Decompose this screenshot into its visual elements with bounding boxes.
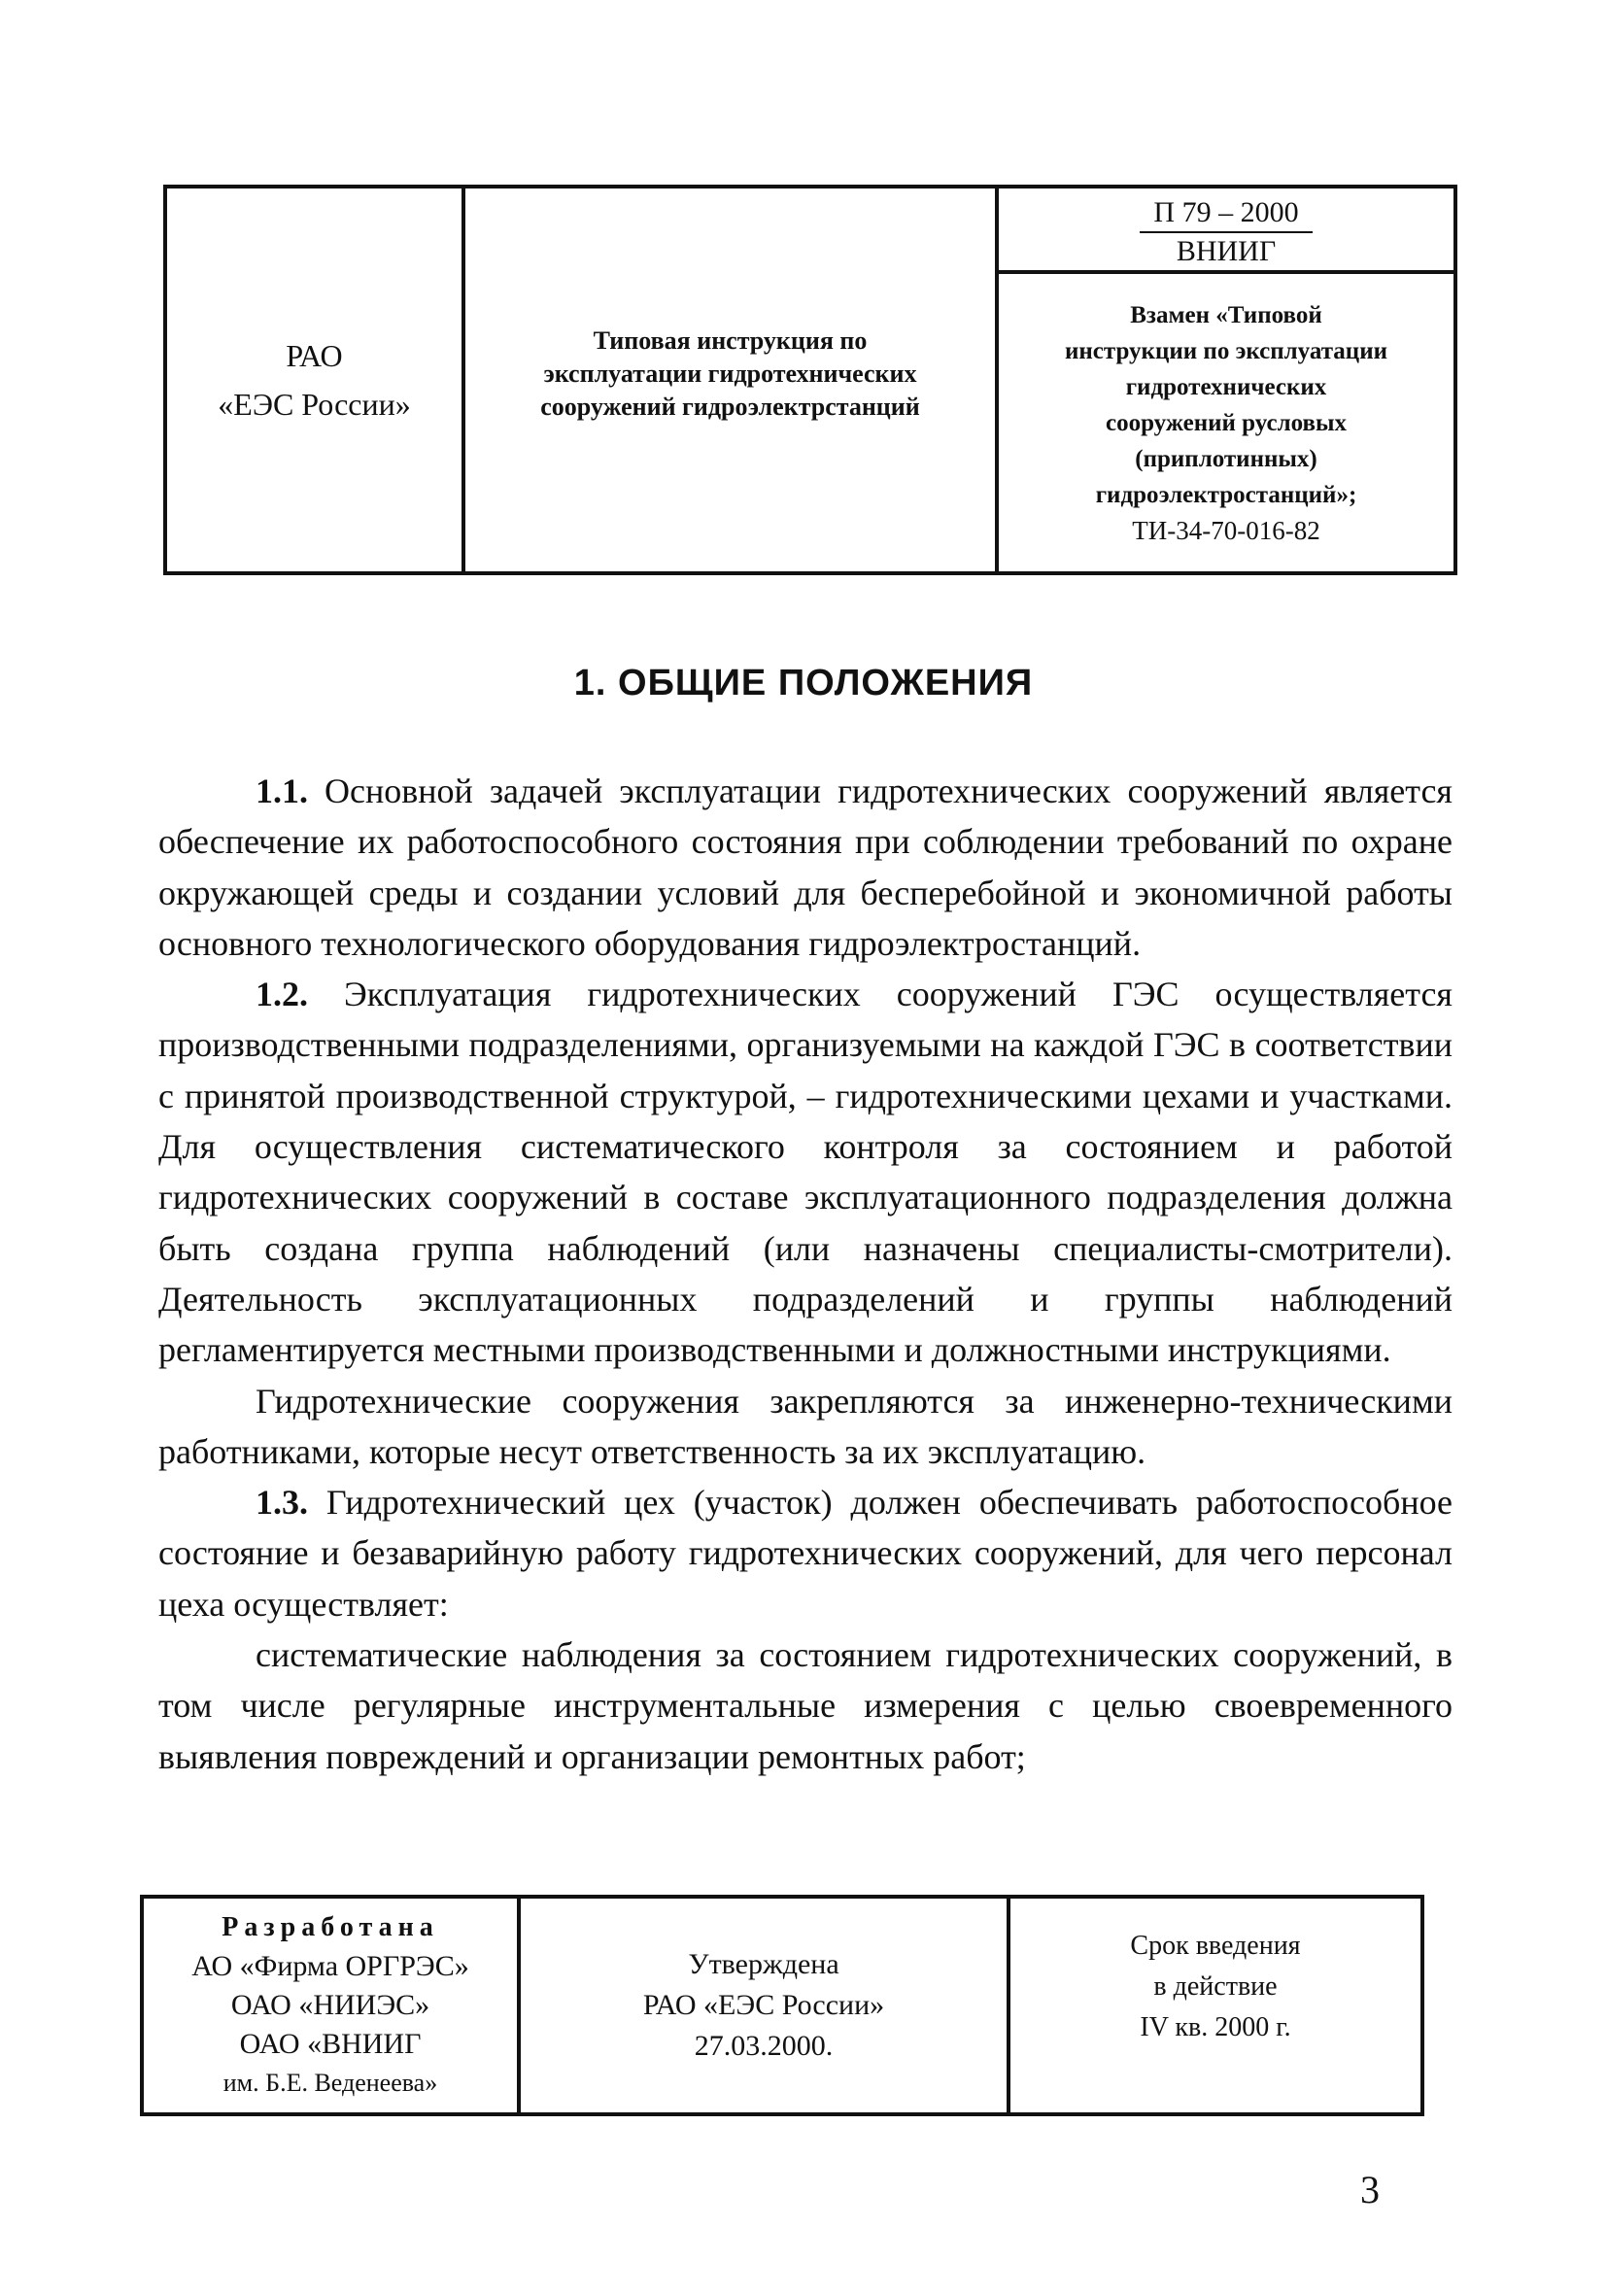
developer-line: АО «Фирма ОРГРЭС» [191,1950,469,1982]
paragraph-text: Эксплуатация гидротехнических сооружений ГЭС осуществляется производственными подразделениями, организуемыми на каждой ГЭС в соответствии с принятой производственной структурой, – гидротехническими цехами и участками. Для осуществления систематического контроля за состоянием и работой гидротехнических сооружений в составе эксплуатационного подразделения должна быть создана группа наблюдений (или назначены специалисты-смотрители). Деятельность эксплуатационных подразделений и группы наблюдений регламентируется местными производственными и должностными инструкциями. [158,975,1453,1370]
paragraph-text: Гидротехнический цех (участок) должен обеспечивать работоспособное состояние и безаварийную работу гидротехнических сооружений, для чего персонал цеха осуществляет: [158,1483,1453,1624]
approval-line: РАО «ЕЭС России» [642,1989,885,2021]
replaces-line: (приплотинных) [1135,445,1317,472]
paragraph [158,1376,1453,1478]
document-code: П 79 – 2000 [1140,194,1312,233]
paragraph-text: систематические наблюдения за состоянием гидротехнических сооружений, в том числе регулярные инструментальные измерения с целью своевременного выявления повреждений и организации ремонтных работ; [158,1635,1453,1776]
effective-line: в действие [1153,1971,1278,2002]
title-line: сооружений гидроэлектрстанций [540,393,920,421]
paragraph [158,969,1453,1375]
paragraph-text: Гидротехнические сооружения закрепляются за инженерно-техническими работниками, которые несут ответственность за их эксплуатацию. [158,1381,1453,1471]
paragraph-text: Основной задачей эксплуатации гидротехнических сооружений является обеспечение их работоспособного состояния при соблюдении требований по охране окружающей среды и создании условий для бесперебойной и экономичной работы основного технологического оборудования гидроэлектростанций. [158,771,1453,963]
footer-table [140,1895,1424,2116]
body-text [158,766,1453,1782]
replaces-line: сооружений русловых [1105,409,1348,436]
paragraph [158,1629,1453,1782]
replaces-line: гидроэлектростанций»; [1095,481,1357,508]
org-line: «ЕЭС России» [218,387,411,422]
replaces-block [999,274,1453,571]
paragraph-number: 1.3. [256,1483,308,1523]
org-line: РАО [286,338,343,373]
section-title: 1. ОБЩИЕ ПОЛОЖЕНИЯ [573,663,1034,703]
replaces-line: гидротехнических [1125,373,1327,400]
title-line: эксплуатации гидротехнических [543,360,917,388]
developer-line: ОАО «ВНИИГ [239,2028,422,2060]
replaces-line: Взамен «Типовой [1130,301,1322,328]
title-line: Типовая инструкция по [593,326,868,355]
paragraph [158,766,1453,969]
paragraph-number: 1.2. [256,975,308,1014]
replaces-line: инструкции по эксплуатации [1064,337,1388,364]
effective-line: Срок введения [1130,1931,1301,1961]
header-organization-cell [167,188,465,571]
effective-date-cell [1010,1899,1420,2112]
page-number: 3 [1360,2168,1380,2211]
approval-line: 27.03.2000. [694,2030,834,2062]
header-table [163,185,1457,575]
developer-line: ОАО «НИИЭС» [230,1989,430,2021]
replaces-line: ТИ-34-70-016-82 [1132,515,1320,545]
paragraph [158,1477,1453,1629]
document-code-block [999,188,1453,274]
effective-line: IV кв. 2000 г. [1140,2012,1291,2042]
approval-line: Утверждена [688,1948,839,1980]
header-title-cell [465,188,999,571]
org-code: ВНИИГ [1176,235,1277,267]
developed-label: Разработана [222,1912,439,1942]
approval-cell [521,1899,1010,2112]
paragraph-number: 1.1. [256,771,308,810]
developers-cell [144,1899,521,2112]
developer-line: им. Б.Е. Веденеева» [222,2069,438,2097]
header-code-cell [999,188,1453,571]
